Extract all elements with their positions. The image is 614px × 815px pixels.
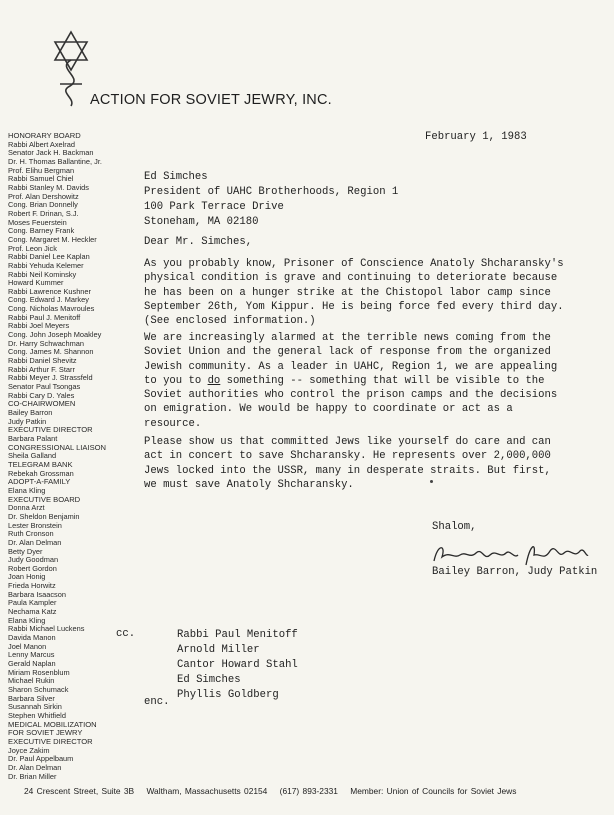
sidebar-member: Rabbi Michael Luckens	[8, 625, 85, 634]
sidebar-member: Frieda Horwitz	[8, 582, 56, 591]
footer-member: Member: Union of Councils for Soviet Jews	[350, 786, 517, 796]
cc-recipient: Phyllis Goldberg	[177, 688, 279, 701]
sidebar-member: Joyce Zakim	[8, 746, 50, 755]
enclosure-note: enc.	[144, 696, 170, 708]
sidebar-member: Barbara Silver	[8, 694, 55, 703]
sidebar-member: Howard Kummer	[8, 279, 64, 288]
sidebar-member: Rabbi Lawrence Kushner	[8, 287, 91, 296]
sidebar-heading: EXECUTIVE DIRECTOR	[8, 737, 93, 746]
ink-speck	[430, 480, 433, 483]
sidebar-member: Sharon Schumack	[8, 686, 69, 694]
paragraph-line	[144, 374, 557, 388]
footer-address: 24 Crescent Street, Suite 3B	[24, 786, 135, 796]
sidebar-member: Elana Kling	[8, 486, 46, 495]
sidebar-member: Rabbi Daniel Lee Kaplan	[8, 253, 90, 262]
paragraph-line: As you probably know, Prisoner of Conscience Anatoly Shcharansky's	[144, 258, 564, 270]
address-line: President of UAHC Brotherhoods, Region 1	[144, 186, 399, 198]
sidebar-member: Stephen Whitfield	[8, 711, 66, 720]
salutation: Dear Mr. Simches,	[144, 236, 253, 248]
sidebar-member: Davida Manon	[8, 634, 56, 643]
address-line: 100 Park Terrace Drive	[144, 201, 284, 213]
sidebar-member: Bailey Barron	[8, 409, 53, 417]
sidebar-member: Cong. Margaret M. Heckler	[8, 235, 97, 244]
sidebar-member: Judy Goodman	[8, 556, 59, 565]
sidebar-member: Prof. Elihu Bergman	[8, 166, 75, 175]
sidebar-heading: EXECUTIVE BOARD	[8, 495, 81, 504]
sidebar-member: Rabbi Neil Kominsky	[8, 270, 77, 279]
sidebar-member: Rabbi Meyer J. Strassfeld	[8, 374, 93, 383]
paragraph-line: We are increasingly alarmed at the terrible news coming from the	[144, 332, 551, 344]
closing: Shalom,	[432, 521, 477, 533]
sidebar-member: Nechama Katz	[8, 608, 57, 617]
sidebar-member: Dr. Brian Miller	[8, 772, 57, 781]
sidebar-member: Barbara Palant	[8, 434, 58, 443]
sidebar-member: Rabbi Samuel Chiel	[8, 175, 74, 184]
cc-recipient: Ed Simches	[177, 673, 241, 686]
sidebar-member: Cong. Barney Frank	[8, 227, 75, 236]
sidebar-member: Rabbi Yehuda Kelemer	[8, 261, 84, 270]
footer-phone: (617) 893-2331	[279, 786, 338, 796]
sidebar-member: Sheila Galland	[8, 452, 57, 461]
sidebar-member: Joel Manon	[8, 642, 47, 651]
sidebar-member: Robert F. Drinan, S.J.	[8, 209, 79, 218]
cc-list	[177, 628, 298, 703]
sidebar-member: Robert Gordon	[8, 564, 57, 573]
cc-label: cc.	[116, 628, 136, 640]
sidebar-member: Gerald Naplan	[8, 660, 56, 669]
sidebar-member: Barbara Isaacson	[8, 590, 66, 599]
organization-name: ACTION FOR SOVIET JEWRY, INC.	[90, 92, 332, 108]
sidebar-member: Cong. John Joseph Moakley	[8, 331, 102, 340]
sidebar-heading: CONGRESSIONAL LIAISON	[8, 443, 107, 452]
sidebar-member: Dr. Alan Delman	[8, 538, 62, 547]
sidebar-member: Donna Arzt	[8, 504, 45, 513]
paragraph-line: Soviet authorities who control the prison camps and the decisions	[144, 389, 558, 402]
sidebar-heading: ADOPT-A-FAMILY	[8, 478, 71, 487]
sidebar-member: Rabbi Joel Meyers	[8, 322, 70, 331]
paragraph-line: he has been on a hunger strike at the Chistopol labor camp since	[144, 286, 551, 299]
paragraph-line: September 26th, Yom Kippur. He is being force fed every third day.	[144, 300, 564, 313]
sidebar-member: Susannah Sirkin	[8, 703, 62, 712]
sidebar-heading: EXECUTIVE DIRECTOR	[8, 426, 93, 435]
sidebar-member: Ruth Cronson	[8, 530, 54, 539]
sidebar-member: Lester Bronstein	[8, 521, 62, 530]
sidebar-member: Rabbi Cary D. Yales	[8, 391, 75, 400]
sidebar-member: Rebekah Grossman	[8, 469, 74, 478]
sidebar-member: Paula Kampler	[8, 599, 57, 608]
address-line: Stoneham, MA 02180	[144, 216, 259, 228]
sidebar-member: Elana Kling	[8, 616, 46, 625]
sidebar-heading: TELEGRAM BANK	[8, 460, 73, 469]
sidebar-heading: HONORARY BOARD	[8, 132, 81, 140]
recipient-address	[144, 170, 398, 230]
sidebar-heading: CO-CHAIRWOMEN	[8, 400, 76, 409]
sidebar-member: Rabbi Stanley M. Davids	[8, 183, 89, 192]
sidebar-member: Cong. Nicholas Mavroules	[8, 305, 95, 314]
sidebar-member: Moses Feuerstein	[8, 218, 67, 227]
star-of-david-logo	[46, 28, 96, 110]
sidebar-member: Rabbi Arthur F. Starr	[8, 365, 75, 374]
sidebar-member: Miriam Rosenblum	[8, 668, 70, 677]
sidebar-member: Judy Patkin	[8, 417, 47, 426]
board-member-list	[8, 132, 138, 781]
sidebar-member: Cong. Edward J. Markey	[8, 296, 89, 305]
sidebar-member: Prof. Alan Dershowitz	[8, 192, 79, 201]
address-line: Ed Simches	[144, 171, 208, 183]
letter-date: February 1, 1983	[425, 131, 527, 143]
sidebar-member: Dr. Sheldon Benjamin	[8, 512, 80, 521]
sidebar-member: Lenny Marcus	[8, 651, 55, 660]
signer-names: Bailey Barron, Judy Patkin	[432, 566, 598, 578]
paragraph-line: Soviet Union and the general lack of response from the organized	[144, 346, 551, 359]
cc-recipient: Cantor Howard Stahl	[177, 658, 298, 671]
paragraph-line: Please show us that committed Jews like yourself do care and can	[144, 436, 551, 448]
paragraph-line: Jewish community. As a leader in UAHC, Region 1, we are appealing	[144, 360, 558, 373]
sidebar-member: Senator Paul Tsongas	[8, 383, 81, 392]
paragraph-2	[144, 331, 557, 431]
paragraph-line: resource.	[144, 417, 202, 430]
emphasis-do: do	[207, 374, 221, 387]
sidebar-member: Senator Jack H. Backman	[8, 149, 94, 158]
paragraph-line: on emigration. We would be happy to coordinate or act as a	[144, 403, 513, 416]
sidebar-member: Cong. Brian Donnelly	[8, 201, 78, 210]
paragraph-line: physical condition is grave and continuing to deteriorate because	[144, 272, 558, 285]
text-run: something -- something that will be visible to the	[220, 374, 545, 387]
sidebar-member: Dr. H. Thomas Ballantine, Jr.	[8, 157, 102, 166]
sidebar-member: Joan Honig	[8, 573, 46, 582]
paragraph-line: we must save Anatoly Shcharansky.	[144, 478, 354, 491]
sidebar-member: Rabbi Daniel Shevitz	[8, 357, 77, 366]
sidebar-member: Prof. Leon Jick	[8, 244, 57, 253]
letterhead-footer	[24, 786, 525, 796]
sidebar-heading: FOR SOVIET JEWRY	[8, 729, 83, 738]
paragraph-line: Jews locked into the USSR, many in desperate straits. But first,	[144, 464, 551, 477]
paragraph-3	[144, 435, 551, 492]
paragraph-1	[144, 257, 564, 328]
paragraph-line: act in concert to save Shcharansky. He represents over 2,000,000	[144, 450, 551, 463]
cc-recipient: Rabbi Paul Menitoff	[177, 629, 298, 641]
sidebar-member: Dr. Paul Appelbaum	[8, 755, 74, 764]
sidebar-member: Betty Dyer	[8, 547, 43, 556]
sidebar-member: Dr. Alan Delman	[8, 763, 62, 772]
sidebar-member: Cong. James M. Shannon	[8, 348, 94, 357]
paragraph-line: (See enclosed information.)	[144, 315, 316, 328]
sidebar-heading: MEDICAL MOBILIZATION	[8, 720, 97, 729]
sidebar-member: Michael Rukin	[8, 677, 55, 686]
sidebar-member: Rabbi Albert Axelrad	[8, 140, 75, 149]
sidebar-member: Dr. Harry Schwachman	[8, 339, 84, 348]
cc-recipient: Arnold Miller	[177, 643, 260, 656]
sidebar-member: Rabbi Paul J. Menitoff	[8, 313, 81, 322]
text-run: to you to	[144, 374, 208, 387]
footer-city: Waltham, Massachusetts 02154	[146, 786, 268, 796]
